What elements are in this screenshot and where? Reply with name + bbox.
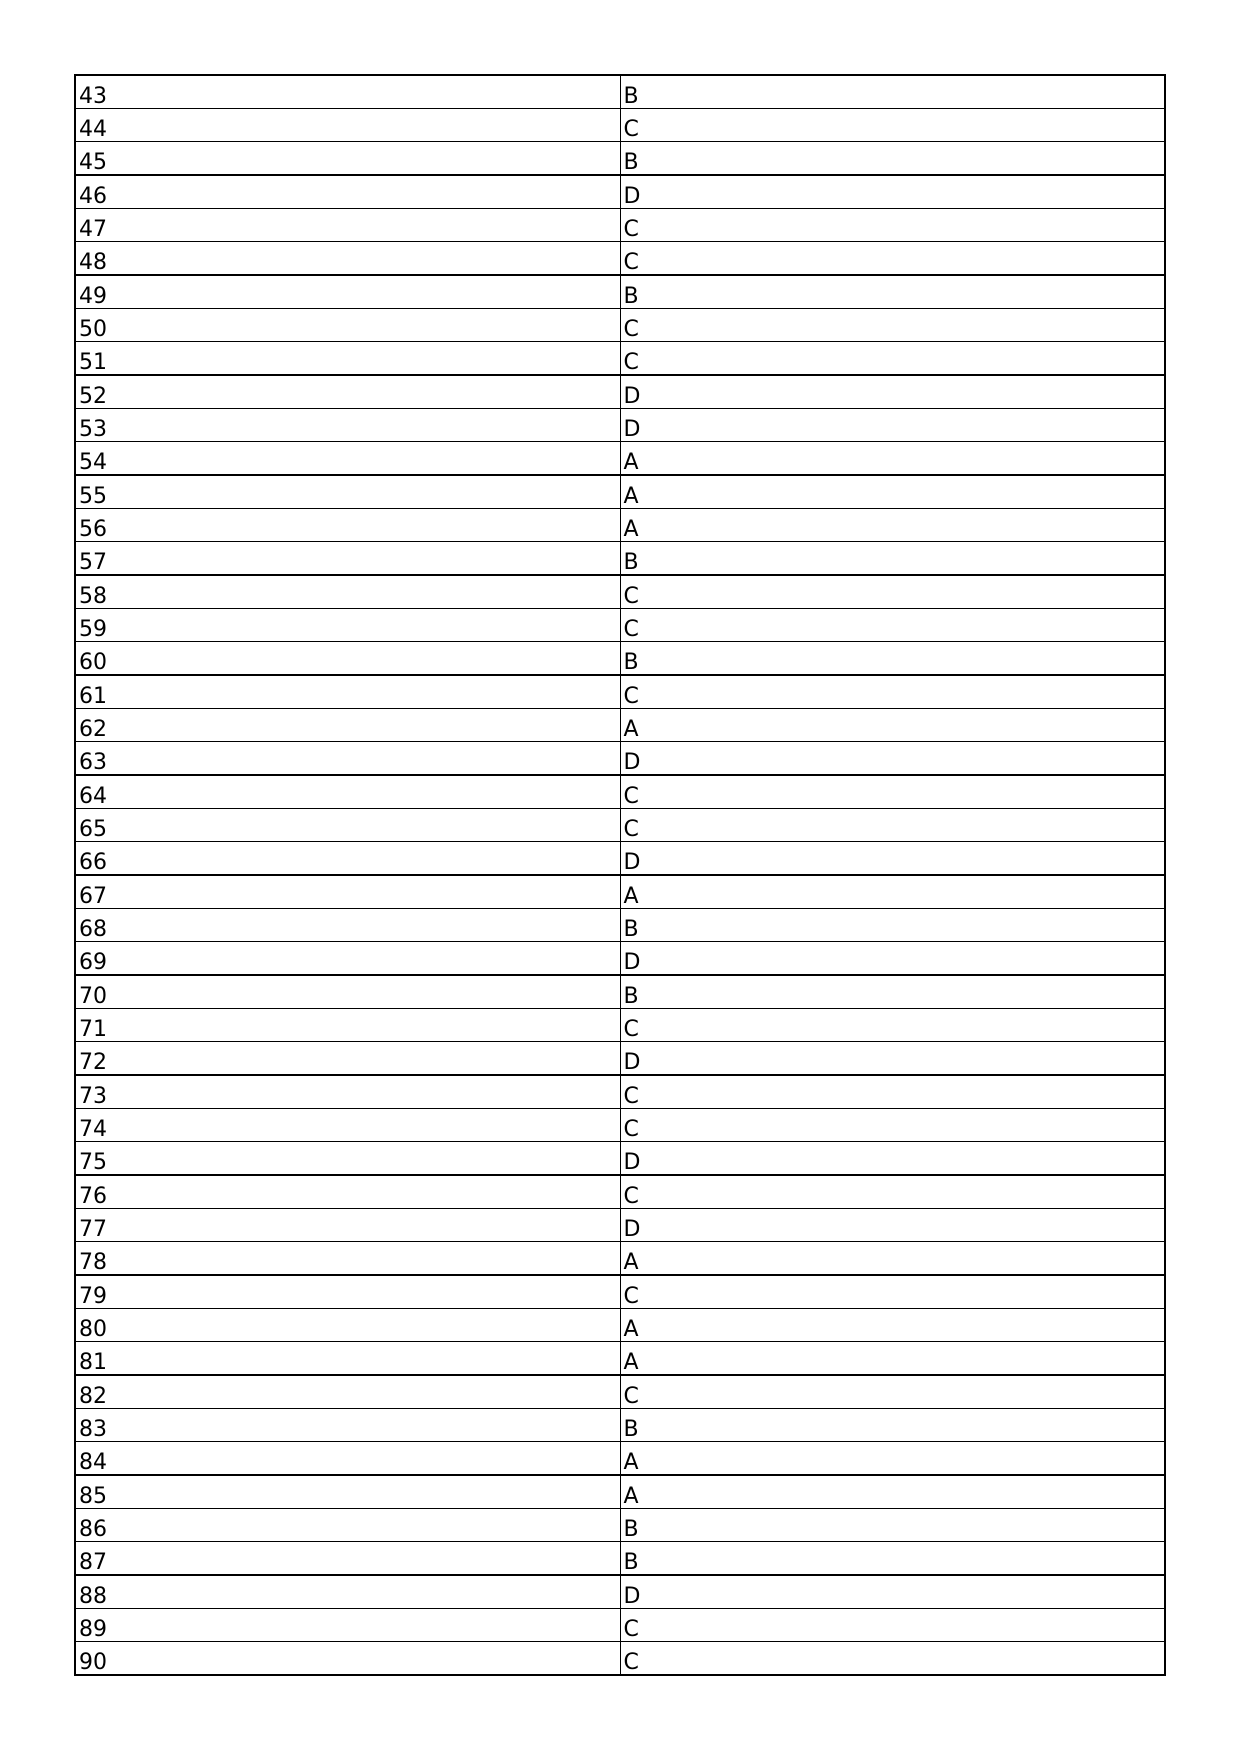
answer-cell: C	[620, 608, 1165, 641]
answer-cell: B	[620, 1508, 1165, 1541]
table-row	[75, 1075, 1165, 1108]
answer-cell: B	[620, 1541, 1165, 1574]
answer-cell: D	[620, 942, 1165, 975]
answer-cell: A	[620, 1241, 1165, 1274]
question-number-cell: 79	[75, 1275, 620, 1308]
table-row	[75, 1375, 1165, 1408]
table-row	[75, 808, 1165, 841]
answer-cell: C	[620, 808, 1165, 841]
answer-cell: C	[620, 1275, 1165, 1308]
question-number-cell: 90	[75, 1641, 620, 1674]
answer-cell: B	[620, 75, 1165, 108]
question-number-cell: 49	[75, 275, 620, 308]
table-row	[75, 308, 1165, 341]
answer-cell: B	[620, 1408, 1165, 1441]
answer-cell: C	[620, 308, 1165, 341]
question-number-cell: 88	[75, 1575, 620, 1608]
question-number-cell: 76	[75, 1175, 620, 1208]
question-number-cell: 77	[75, 1208, 620, 1241]
answer-cell: C	[623, 1649, 639, 1675]
question-number-cell: 71	[75, 1008, 620, 1041]
table-row	[75, 575, 1165, 608]
question-number-cell: 68	[75, 908, 620, 941]
table-row	[75, 842, 1165, 875]
question-number-cell: 63	[75, 742, 620, 775]
question-number-cell: 47	[75, 208, 620, 241]
question-number-cell: 43	[75, 75, 620, 108]
question-number-cell: 48	[75, 242, 620, 275]
question-number-cell: 52	[75, 375, 620, 408]
answer-cell: C	[620, 1375, 1165, 1408]
table-row	[75, 108, 1165, 141]
question-number-cell: 56	[75, 508, 620, 541]
table-row	[75, 1208, 1165, 1241]
answer-cell: B	[620, 275, 1165, 308]
answer-cell: A	[620, 708, 1165, 741]
table-row	[75, 1441, 1165, 1474]
table-row	[75, 1308, 1165, 1341]
table-row	[75, 975, 1165, 1008]
question-number-cell: 64	[75, 775, 620, 808]
table-row	[75, 242, 1165, 275]
table-row	[75, 942, 1165, 975]
table-row	[75, 708, 1165, 741]
table-row	[75, 275, 1165, 308]
table-row	[75, 175, 1165, 208]
answer-cell: C	[620, 1608, 1165, 1641]
answer-key-table	[74, 74, 1166, 1676]
table-row	[75, 542, 1165, 575]
answer-cell: B	[620, 142, 1165, 175]
question-number-cell: 66	[75, 842, 620, 875]
question-number-cell: 65	[75, 808, 620, 841]
question-number-cell: 85	[75, 1475, 620, 1508]
answer-cell: A	[620, 475, 1165, 508]
answer-cell: C	[620, 1175, 1165, 1208]
question-number-cell: 57	[75, 542, 620, 575]
question-number-cell: 74	[75, 1108, 620, 1141]
table-row	[75, 142, 1165, 175]
table-row	[75, 1341, 1165, 1374]
question-number-cell: 46	[75, 175, 620, 208]
question-number-cell: 87	[75, 1541, 620, 1574]
answer-key-body	[75, 75, 1165, 1675]
table-row	[75, 375, 1165, 408]
question-number-cell: 54	[75, 442, 620, 475]
answer-cell: C	[620, 1008, 1165, 1041]
question-number-cell: 53	[75, 408, 620, 441]
question-number-cell: 45	[75, 142, 620, 175]
table-row	[75, 1175, 1165, 1208]
table-row	[75, 1275, 1165, 1308]
table-row	[75, 1541, 1165, 1574]
table-row	[75, 208, 1165, 241]
table-row	[75, 442, 1165, 475]
answer-cell: D	[620, 175, 1165, 208]
question-number-cell: 78	[75, 1241, 620, 1274]
question-number-cell: 67	[75, 875, 620, 908]
table-row	[75, 1575, 1165, 1608]
table-row	[75, 875, 1165, 908]
table-row	[75, 1108, 1165, 1141]
table-row	[75, 1408, 1165, 1441]
question-number-cell: 44	[75, 108, 620, 141]
table-row	[75, 75, 1165, 108]
table-row	[75, 608, 1165, 641]
question-number-cell: 70	[75, 975, 620, 1008]
answer-cell: C	[620, 342, 1165, 375]
answer-cell: D	[620, 1575, 1165, 1608]
answer-cell: D	[620, 1042, 1165, 1075]
table-row	[75, 1608, 1165, 1641]
question-number-cell: 62	[75, 708, 620, 741]
table-row	[75, 1641, 1165, 1674]
answer-cell: B	[620, 542, 1165, 575]
question-number-cell: 69	[75, 942, 620, 975]
table-row	[75, 408, 1165, 441]
question-number-cell: 86	[75, 1508, 620, 1541]
answer-cell: C	[620, 208, 1165, 241]
question-number-cell: 60	[75, 642, 620, 675]
answer-cell: A	[620, 1475, 1165, 1508]
answer-cell: D	[620, 1208, 1165, 1241]
table-row	[75, 1508, 1165, 1541]
answer-cell: B	[620, 642, 1165, 675]
question-number-cell: 75	[75, 1142, 620, 1175]
answer-cell: C	[620, 108, 1165, 141]
question-number-cell: 73	[75, 1075, 620, 1108]
table-row	[75, 1042, 1165, 1075]
answer-cell: C	[620, 575, 1165, 608]
table-row	[75, 342, 1165, 375]
answer-cell: A	[620, 1341, 1165, 1374]
table-row	[75, 1142, 1165, 1175]
answer-cell: C	[620, 242, 1165, 275]
table-row	[75, 1241, 1165, 1274]
answer-cell: B	[620, 908, 1165, 941]
table-row	[75, 675, 1165, 708]
answer-cell: D	[620, 375, 1165, 408]
answer-cell: D	[620, 408, 1165, 441]
answer-cell: A	[620, 1441, 1165, 1474]
question-number-cell: 51	[75, 342, 620, 375]
table-row	[75, 775, 1165, 808]
question-number-cell: 58	[75, 575, 620, 608]
question-number-cell: 81	[75, 1341, 620, 1374]
question-number-cell: 59	[75, 608, 620, 641]
table-row	[75, 1475, 1165, 1508]
question-number-cell: 72	[75, 1042, 620, 1075]
answer-cell: B	[620, 975, 1165, 1008]
question-number-cell: 80	[75, 1308, 620, 1341]
answer-cell: D	[620, 1142, 1165, 1175]
answer-cell: A	[620, 875, 1165, 908]
table-row	[75, 475, 1165, 508]
question-number-cell: 89	[75, 1608, 620, 1641]
question-number-cell: 50	[75, 308, 620, 341]
answer-cell: C	[620, 1108, 1165, 1141]
table-row	[75, 642, 1165, 675]
answer-cell: A	[620, 442, 1165, 475]
answer-cell: A	[620, 1308, 1165, 1341]
table-row	[75, 1008, 1165, 1041]
answer-cell: A	[620, 508, 1165, 541]
answer-cell: C	[620, 775, 1165, 808]
question-number-cell: 82	[75, 1375, 620, 1408]
answer-cell: C	[620, 1075, 1165, 1108]
table-row	[75, 742, 1165, 775]
answer-cell: D	[620, 842, 1165, 875]
answer-cell: D	[620, 742, 1165, 775]
table-row	[75, 508, 1165, 541]
table-row	[75, 908, 1165, 941]
answer-cell: C	[620, 675, 1165, 708]
question-number-cell: 84	[75, 1441, 620, 1474]
question-number-cell: 83	[75, 1408, 620, 1441]
question-number-cell: 55	[75, 475, 620, 508]
question-number-cell: 61	[75, 675, 620, 708]
